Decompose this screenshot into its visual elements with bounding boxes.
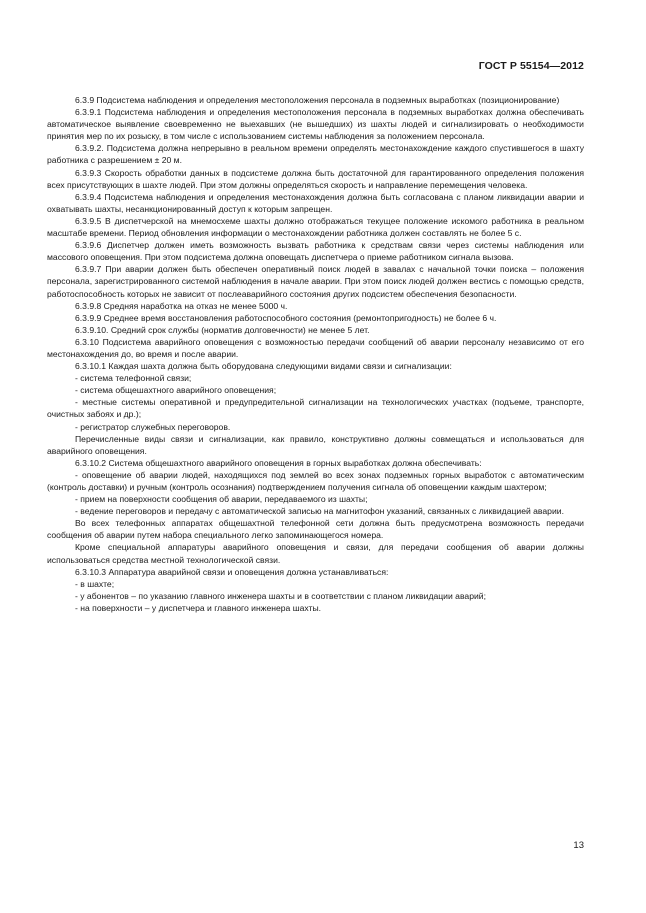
list-item: - в шахте;	[75, 578, 115, 589]
paragraph: Во всех телефонных аппаратах общешахтной телефонной сети должна быть предусмотрена возможность передачи сообщения об аварии путем набора специального легко запоминающегося номера.	[47, 518, 584, 541]
paragraph-6-3-10-2: 6.3.10.2 Система общешахтного аварийного оповещения в горных выработках должна обеспечивать:	[75, 457, 482, 468]
list-item: - оповещение об аварии людей, находящихся под землей во всех зонах подземных горных выработок с автоматическим (контроль доставки) и ручным (контроль осознания) подтверждением получения сигнала об оповещении каждым шахтером;	[47, 469, 584, 492]
section-heading-6-3-10: 6.3.10 Подсистема аварийного оповещения с возможностью передачи сообщений об аварии персоналу независимо от его местонахождения до, во время и после аварии.	[47, 336, 584, 359]
paragraph-6-3-9-6: 6.3.9.6 Диспетчер должен иметь возможность вызвать работника к средствам связи через системы наблюдения или массового оповещения. При этом подсистема должна оповещать диспетчера о приеме работником сигнала вызова.	[47, 240, 584, 263]
paragraph: Кроме специальной аппаратуры аварийного оповещения и связи, для передачи сообщения об аварии должны использоваться средства местной технологической связи.	[47, 542, 584, 565]
list-item: - ведение переговоров и передачу с автоматической записью на магнитофон указаний, связанных с ликвидацией аварии.	[75, 506, 564, 517]
paragraph-6-3-9-3: 6.3.9.3 Скорость обработки данных в подсистеме должна быть достаточной для гарантированного определения положения всех присутствующих в шахте людей. При этом должны определяться скорость и направление перемещения человека.	[47, 167, 584, 190]
list-item: - на поверхности – у диспетчера и главного инженера шахты.	[75, 602, 322, 613]
list-item: - у абонентов – по указанию главного инженера шахты и в соответствии с планом ликвидации аварий;	[75, 590, 486, 601]
paragraph-6-3-9-9: 6.3.9.9 Среднее время восстановления работоспособного состояния (ремонтопригодность) не более 6 ч.	[75, 312, 497, 323]
section-heading-6-3-9: 6.3.9 Подсистема наблюдения и определения местоположения персонала в подземных выработках (позиционирование)	[75, 95, 560, 105]
list-item: - регистратор служебных переговоров.	[75, 421, 231, 432]
paragraph-6-3-9-2: 6.3.9.2. Подсистема должна непрерывно в реальном времени определять местонахождение каждого спустившегося в шахту работника с разрешением ± 20 м.	[47, 143, 584, 166]
paragraph-6-3-9-5: 6.3.9.5 В диспетчерской на мнемосхеме шахты должно отображаться текущее положение искомого работника в реальном масштабе времени. Период обновления информации о местонахождении работника должен составлять не более 5 с.	[47, 215, 584, 239]
document-body	[47, 94, 584, 614]
page-number: 13	[573, 840, 584, 851]
list-item: - система общешахтного аварийного оповещения;	[75, 385, 277, 396]
list-item: - прием на поверхности сообщения об аварии, передаваемого из шахты;	[75, 494, 368, 505]
paragraph-6-3-9-7: 6.3.9.7 При аварии должен быть обеспечен оперативный поиск людей в завалах с начальной точки поиска – положения персонала, зарегистрированного системой наблюдения в начале аварии. При этом поиск людей должен вестись с помощью средств, работоспособность которых не зависит от послеаварийного состояния других подсистем обеспечения безопасности.	[47, 264, 584, 299]
paragraph-6-3-10-1: 6.3.10.1 Каждая шахта должна быть оборудована следующими видами связи и сигнализации:	[75, 361, 452, 372]
paragraph-6-3-9-8: 6.3.9.8 Средняя наработка на отказ не менее 5000 ч.	[75, 300, 288, 311]
paragraph-6-3-10-3: 6.3.10.3 Аппаратура аварийной связи и оповещения должна устанавливаться:	[75, 566, 389, 577]
paragraph-6-3-9-10: 6.3.9.10. Средний срок службы (норматив долговечности) не менее 5 лет.	[75, 324, 370, 335]
list-item: - система телефонной связи;	[75, 373, 192, 384]
list-item: - местные системы оперативной и предупредительной сигнализации на технологических участках (подъеме, транспорте, очистных забоях и др.);	[47, 397, 584, 420]
paragraph: Перечисленные виды связи и сигнализации, как правило, конструктивно должны совмещаться и использоваться для аварийного оповещения.	[47, 433, 584, 456]
paragraph-6-3-9-1: 6.3.9.1 Подсистема наблюдения и определения местоположения персонала в подземных выработках должна обеспечивать автоматическое выявление своевременно не выехавших (не вышедших) из шахты людей и сигнализировать о необходимости принятия мер по их розыску, в том числе с использованием системы наблюдения за положением персонала.	[47, 107, 584, 142]
paragraph-6-3-9-4: 6.3.9.4 Подсистема наблюдения и определения местонахождения должна быть согласована с планом ликвидации аварии и охватывать шахты, несанкционированный доступ к которым запрещен.	[47, 191, 584, 214]
standard-designation: ГОСТ Р 55154—2012	[478, 60, 584, 72]
